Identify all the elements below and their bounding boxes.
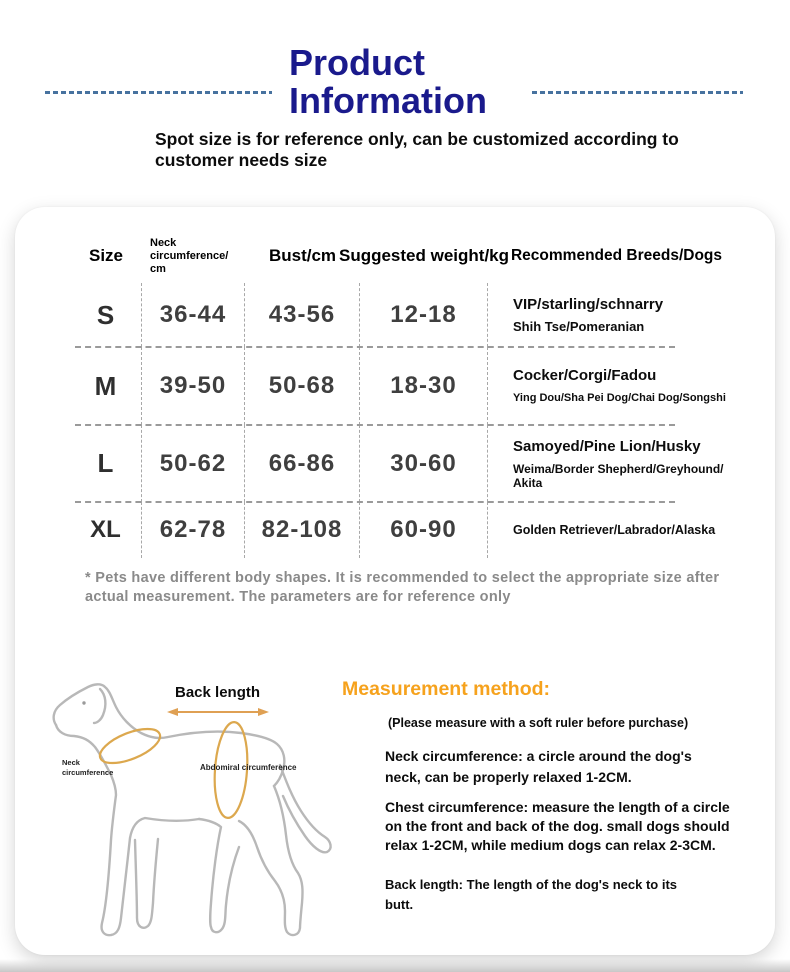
neck-range: 36-44 xyxy=(142,283,245,347)
dog-diagram-illustration xyxy=(40,675,340,957)
breeds-cell xyxy=(488,502,745,558)
column-header-size: Size xyxy=(88,246,124,265)
breeds-main: VIP/starling/schnarry xyxy=(513,296,664,313)
column-header-neck xyxy=(142,229,245,283)
weight-range: 60-90 xyxy=(360,502,488,558)
table-row-l xyxy=(70,425,745,502)
column-header-neck-text xyxy=(150,237,245,276)
breeds-sub: Ying Dou/Sha Pei Dog/Chai Dog/Songshi xyxy=(513,392,726,404)
bust-range: 82-108 xyxy=(245,502,360,558)
bottom-fade-gradient xyxy=(0,959,790,972)
breeds-cell xyxy=(488,347,745,425)
column-header-weight: Suggested weight/kg xyxy=(338,246,510,265)
breeds-sub: Weima/Border Shepherd/Greyhound/ Akita xyxy=(513,461,724,490)
table-row-m xyxy=(70,347,745,425)
breeds-sub: Shih Tse/Pomeranian xyxy=(513,319,645,334)
dog-outline xyxy=(54,684,331,935)
size-value: L xyxy=(70,425,142,502)
size-table xyxy=(70,229,745,558)
weight-range: 18-30 xyxy=(360,347,488,425)
neck-measure-paragraph: Neck circumference: a circle around the dog's neck, can be properly relaxed 1-2CM. xyxy=(385,748,692,785)
breeds-main: Cocker/Corgi/Fadou xyxy=(513,367,657,384)
page-title xyxy=(289,44,487,120)
neck-range: 62-78 xyxy=(142,502,245,558)
decorative-dashed-line-left xyxy=(45,91,272,94)
neck-label-line1: Neck xyxy=(62,758,80,767)
size-note: * Pets have different body shapes. It is recommended to select the appropriate size after actual measurement. The parameters are for reference only xyxy=(85,570,720,605)
bust-range: 50-68 xyxy=(245,347,360,425)
bust-range: 43-56 xyxy=(245,283,360,347)
table-row-xl xyxy=(70,502,745,558)
neck-label-line2: circumference xyxy=(62,767,114,777)
breeds-main: Samoyed/Pine Lion/Husky xyxy=(513,437,701,455)
measurement-subnote: (Please measure with a soft ruler before purchase) xyxy=(388,716,689,730)
column-header-neck-line1: Neck circumference/ xyxy=(150,236,229,262)
measurement-method-heading: Measurement method: xyxy=(342,678,551,700)
column-header-bust: Bust/cm xyxy=(268,246,337,265)
column-header-breeds: Recommended Breeds/Dogs xyxy=(510,247,723,264)
weight-range: 12-18 xyxy=(360,283,488,347)
abdominal-circumference-label: Abdomiral circumference xyxy=(200,763,297,772)
neck-range: 39-50 xyxy=(142,347,245,425)
page-title-line1: Product xyxy=(289,42,426,83)
page-subtitle: Spot size is for reference only, can be customized according to customer needs size xyxy=(155,129,679,170)
back-length-label: Back length xyxy=(175,684,261,701)
back-length-paragraph: Back length: The length of the dog's neck to its butt. xyxy=(385,877,677,912)
info-card xyxy=(15,207,775,955)
chest-measure-paragraph: Chest circumference: measure the length of a circle on the front and back of the dog. small dogs should relax 1-2CM, while medium dogs can relax 2-3CM. xyxy=(385,799,730,853)
neck-circumference-label xyxy=(62,758,113,777)
breeds-cell xyxy=(488,425,745,502)
size-value: M xyxy=(70,347,142,425)
weight-range: 30-60 xyxy=(360,425,488,502)
bust-range: 66-86 xyxy=(245,425,360,502)
breeds-main: Golden Retriever/Labrador/Alaska xyxy=(513,523,716,537)
size-value: XL xyxy=(70,502,142,558)
table-row-s xyxy=(70,283,745,347)
back-length-arrow-icon xyxy=(167,708,269,716)
decorative-dashed-line-right xyxy=(532,91,743,94)
neck-range: 50-62 xyxy=(142,425,245,502)
table-header-row xyxy=(70,229,745,283)
measurement-method-section xyxy=(342,678,742,948)
page-title-line2: Information xyxy=(289,80,487,121)
breeds-cell xyxy=(488,283,745,347)
dog-eye xyxy=(82,701,85,704)
column-header-neck-line2: cm xyxy=(150,262,166,275)
size-value: S xyxy=(70,283,142,347)
